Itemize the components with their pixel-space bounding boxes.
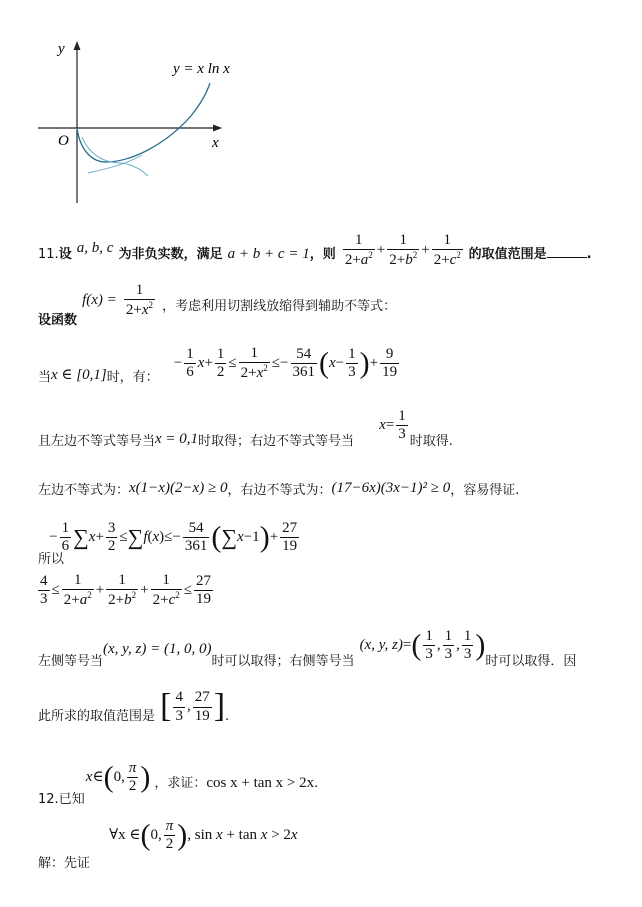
sol11-line8: $_{此所求的取值范围是}$ [ $\frac{4}{3}$ , $\frac{27}{19}$ ]$_.$ [38,688,230,725]
tangent-line-right [88,155,142,173]
fx-definition: f(x) = [82,292,117,309]
tangent-line-left [82,137,148,176]
vars-abc: a, b, c [76,240,114,257]
x-axis-arrow [213,125,222,132]
answer-blank [547,247,587,258]
answer-range: [ $\frac{4}{3}$ , $\frac{27}{19}$ ] [160,688,226,725]
xlnx-graph [30,35,240,210]
problem-11-number: 11. [38,247,59,263]
sol11-line6 [36,572,215,610]
sum-inequality: − $\frac{1}{6}$ ∑x+ $\frac{3}{2}$ ≤∑f(x)≤− $\frac{54}{361}$ (∑x−1)+ $\frac{27}{19}$ [49,520,298,555]
sum-condition: a + b + c = 1 [227,246,310,263]
problem-12: $_{12.已知}$ x∈(0, $\frac{\pi}{2}$ ) $_{,求证:}$cos $x + \tan x > 2x_.$ [38,760,319,808]
origin-label: O [58,133,69,149]
sum-of-fractions: $\frac{1}{2+a^2}$ + $\frac{1}{2+b^2}$ + $\frac{1}{2+c^2}$ [344,232,461,269]
curve-xlnx [77,83,210,162]
claim-cos-tan: cos x + tan x > 2x [206,775,315,792]
sol11-line4: 左边不等式为：x(1−x)(2−x) ≥ 0，右边不等式为：(17−6x)(3x−1)² ≥ 0，容易得证. [38,480,520,498]
y-axis-arrow [74,41,81,50]
sol11-line5: $_{所以}$ − $\frac{1}{6}$ ∑x+ $\frac{3}{2}$ ≤∑f(x)≤− $\frac{54}{361}$ (∑x−1)+ $\frac{27}{19}$ [38,520,321,556]
auxiliary-inequality: − $\frac{1}{6}$ x+ $\frac{1}{2}$ ≤ $\frac{1}{2+x^2}$ ≤− $\frac{54}{361}$ (x− $\frac{1}{3}$ )+ $\frac{9}{19}$ [173,345,398,382]
sol11-line1: $_{设函数}$ f(x) = $\frac{1}{2+x^2}$ ，考虑利用切割线放缩得到辅助不等式： [38,282,397,329]
sol12: $_{解:先证}$ ∀x ∈(0, $\frac{\pi}{2}$ ), sin x + tan x > 2x [38,818,298,872]
curve-label: y = x ln x [173,61,230,77]
result-inequality: $\frac{4}{3}$ ≤ $\frac{1}{2+a^2}$ + $\frac{1}{2+b^2}$ + $\frac{1}{2+c^2}$ ≤ $\frac{27}{19}$ [40,572,211,609]
y-label: y [58,41,65,57]
sol11-line7: $_{左侧等号当}$(x, y, z) = (1, 0, $0)_{时可以取得;右侧等号当}$ (x, y, z)=( $\frac{1}{3}$ , $\frac{1}{3}$ , $\frac{1}{3}$ )$_{时可以取得.因}$ [38,628,577,670]
sol11-line2: $_当$x ∈ $[0,1]_{时,有:}$ − $\frac{1}{6}$ x+ $\frac{1}{2}$ ≤ $\frac{1}{2+x^2}$ ≤− $\frac{54}{361}$ (x− $\frac{1}{3}$ )+ $\frac{9}{19}$ [38,345,401,383]
x-label: x [212,135,219,151]
problem-11: 11.设 a, b, c 为非负实数，满足 a + b + c = 1，则 $\frac{1}{2+a^2}$ + $\frac{1}{2+b^2}$ + $\frac{1}{2+c^2}$ 的取值范围是 . [38,232,592,269]
problem-12-number: 12. [38,792,59,808]
sol11-line3: $_{且左边不等式等号当}x = 0,1_{时取得;右边不等式等号当}$ x= $\frac{1}{3}$ $_{时取得.}$ [38,408,453,450]
lemma-sin-tan: ∀x ∈(0, $\frac{\pi}{2}$ ), sin x + tan x > 2x [109,818,298,853]
